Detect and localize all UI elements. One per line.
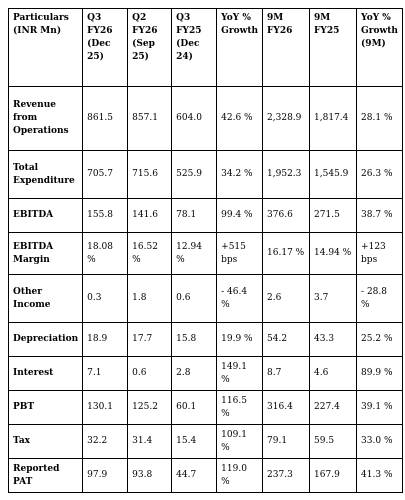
table-cell: 60.1 [172, 391, 217, 425]
table-cell: 271.5 [310, 199, 357, 233]
table-cell: 155.8 [83, 199, 128, 233]
table-cell: 1,817.4 [310, 87, 357, 151]
table-cell: 14.94 % [310, 233, 357, 275]
table-cell: 0.3 [83, 275, 128, 323]
table-cell: 116.5 % [217, 391, 263, 425]
header-9m-fy25: 9M FY25 [310, 9, 357, 87]
header-9m-fy26: 9M FY26 [263, 9, 310, 87]
table-cell: 93.8 [128, 459, 172, 493]
table-cell: - 46.4 % [217, 275, 263, 323]
table-cell: 19.9 % [217, 323, 263, 357]
financial-table-container [8, 8, 403, 493]
table-cell: +123 bps [357, 233, 403, 275]
table-cell: 28.1 % [357, 87, 403, 151]
table-cell: 2,328.9 [263, 87, 310, 151]
table-cell: 2.6 [263, 275, 310, 323]
table-cell: 149.1 % [217, 357, 263, 391]
header-q3-fy26: Q3 FY26 (Dec 25) [83, 9, 128, 87]
header-yoy-growth-9m: YoY % Growth (9M) [357, 9, 403, 87]
table-cell: 109.1 % [217, 425, 263, 459]
table-cell: 12.94 % [172, 233, 217, 275]
header-particulars: Particulars (INR Mn) [9, 9, 83, 87]
table-cell: 99.4 % [217, 199, 263, 233]
row-label: PBT [9, 391, 83, 425]
table-cell: 39.1 % [357, 391, 403, 425]
table-cell: 7.1 [83, 357, 128, 391]
table-cell: 3.7 [310, 275, 357, 323]
table-cell: 0.6 [172, 275, 217, 323]
table-cell: 0.6 [128, 357, 172, 391]
row-label: EBITDA Margin [9, 233, 83, 275]
table-row [9, 151, 403, 199]
table-cell: 861.5 [83, 87, 128, 151]
table-cell: - 28.8 % [357, 275, 403, 323]
table-cell: 59.5 [310, 425, 357, 459]
table-cell: 316.4 [263, 391, 310, 425]
table-cell: 38.7 % [357, 199, 403, 233]
table-cell: 1.8 [128, 275, 172, 323]
table-row [9, 425, 403, 459]
table-row [9, 323, 403, 357]
table-cell: 2.8 [172, 357, 217, 391]
table-cell: 237.3 [263, 459, 310, 493]
header-yoy-growth: YoY % Growth [217, 9, 263, 87]
table-cell: 604.0 [172, 87, 217, 151]
row-label: Reported PAT [9, 459, 83, 493]
table-row [9, 275, 403, 323]
table-cell: 15.8 [172, 323, 217, 357]
table-cell: 4.6 [310, 357, 357, 391]
table-cell: 79.1 [263, 425, 310, 459]
table-cell: 857.1 [128, 87, 172, 151]
table-cell: 25.2 % [357, 323, 403, 357]
table-cell: 34.2 % [217, 151, 263, 199]
table-cell: 119.0 % [217, 459, 263, 493]
table-cell: 1,545.9 [310, 151, 357, 199]
header-q2-fy26: Q2 FY26 (Sep 25) [128, 9, 172, 87]
table-row [9, 87, 403, 151]
row-label: Interest [9, 357, 83, 391]
row-label: Total Expenditure [9, 151, 83, 199]
table-cell: 15.4 [172, 425, 217, 459]
table-cell: 78.1 [172, 199, 217, 233]
table-cell: 33.0 % [357, 425, 403, 459]
table-cell: 44.7 [172, 459, 217, 493]
table-cell: 18.08 % [83, 233, 128, 275]
table-cell: 54.2 [263, 323, 310, 357]
financial-results-table [8, 8, 403, 493]
table-row [9, 233, 403, 275]
table-cell: 26.3 % [357, 151, 403, 199]
table-cell: 141.6 [128, 199, 172, 233]
table-cell: 43.3 [310, 323, 357, 357]
table-cell: 130.1 [83, 391, 128, 425]
row-label: Depreciation [9, 323, 83, 357]
table-row [9, 459, 403, 493]
table-cell: 17.7 [128, 323, 172, 357]
table-cell: 42.6 % [217, 87, 263, 151]
table-cell: 8.7 [263, 357, 310, 391]
row-label: Other Income [9, 275, 83, 323]
table-cell: 715.6 [128, 151, 172, 199]
table-cell: 16.52 % [128, 233, 172, 275]
table-cell: 16.17 % [263, 233, 310, 275]
row-label: EBITDA [9, 199, 83, 233]
row-label: Tax [9, 425, 83, 459]
row-label: Revenue from Operations [9, 87, 83, 151]
table-row [9, 391, 403, 425]
table-cell: 227.4 [310, 391, 357, 425]
table-row [9, 357, 403, 391]
table-cell: 97.9 [83, 459, 128, 493]
table-cell: 705.7 [83, 151, 128, 199]
table-cell: 125.2 [128, 391, 172, 425]
table-cell: +515 bps [217, 233, 263, 275]
header-q3-fy25: Q3 FY25 (Dec 24) [172, 9, 217, 87]
table-cell: 41.3 % [357, 459, 403, 493]
table-cell: 167.9 [310, 459, 357, 493]
header-row [9, 9, 403, 87]
table-cell: 89.9 % [357, 357, 403, 391]
table-row [9, 199, 403, 233]
table-cell: 31.4 [128, 425, 172, 459]
table-cell: 1,952.3 [263, 151, 310, 199]
table-cell: 525.9 [172, 151, 217, 199]
table-cell: 376.6 [263, 199, 310, 233]
table-cell: 32.2 [83, 425, 128, 459]
table-cell: 18.9 [83, 323, 128, 357]
